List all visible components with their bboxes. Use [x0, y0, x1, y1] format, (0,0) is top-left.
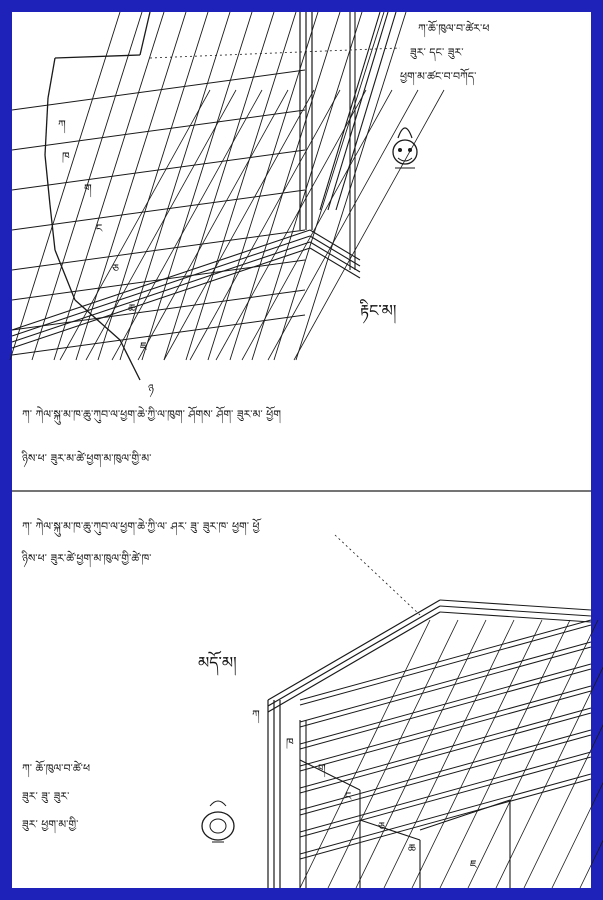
- eave-band: [268, 612, 440, 712]
- hatch-line: [440, 620, 570, 888]
- lower-note-long-1: ཀ་ ཀེལ་སྐུ་མ་ཁ་ཆུ་ཀུབ་ལ་ཕྱག་ཆེ་ཀྱི་ལ་ ཤར་ ཟུ་ ཟུར་ཁ་ ཕྱག་ ཕྱོ: [22, 520, 260, 533]
- rafter-line: [300, 625, 591, 705]
- lower-note-left-3: ཟུར་ ཕྱག་མ་གྱི་: [22, 818, 79, 831]
- upper-note-long-1: ཀ་ ཀེལ་སྐུ་མ་ཁ་ཆུ་ཀུབ་ལ་ཕྱག་ཆེ་ཀྱི་ལ་ཁུག་ ཤོགས་ ཤོག་ ཟུར་མ་ ཕྱོག: [22, 408, 281, 421]
- hatch-line: [86, 90, 236, 360]
- hatch-line: [216, 90, 366, 360]
- hatch-line: [142, 12, 252, 360]
- leader-line: [335, 535, 420, 615]
- eave-band: [310, 242, 360, 272]
- upper-note-right-2: ཟུར་ དང་ ཟུར་: [410, 46, 464, 59]
- hatch-line: [164, 90, 314, 360]
- beam-label: ང: [345, 790, 352, 803]
- beam-label: ཀ: [252, 708, 260, 721]
- beam-label: ཆ: [128, 302, 136, 315]
- beam-label: ཅ: [378, 820, 385, 833]
- roof-outer-edge: [45, 98, 48, 155]
- jewel-ornament-icon: [202, 801, 234, 842]
- eave-band: [440, 612, 591, 622]
- eave-band: [12, 236, 310, 336]
- beam-label: ཀ: [58, 118, 66, 131]
- rafter-line: [12, 70, 305, 110]
- beam-label: ཆ: [408, 842, 416, 855]
- eave-band: [310, 248, 360, 278]
- rafter-line: [12, 290, 305, 330]
- upper-note-right-1: ཀ་ཆོ་ཁུལ་བ་ཚེར་ཕ: [418, 22, 490, 35]
- lower-note-left-1: ཀ་ ཆོ་ཁུལ་བ་ཚེ་ཕ: [22, 762, 91, 775]
- rafter-line: [300, 774, 591, 854]
- rafter-line: [300, 642, 591, 722]
- eave-band: [12, 230, 310, 330]
- lower-note-left-2: ཟུར་ ཟུ་ ཟུར་: [22, 790, 70, 803]
- beam-label: ཇ: [140, 340, 147, 353]
- beam-label: ཇ: [470, 858, 477, 871]
- eave-band: [328, 12, 388, 210]
- hatch-line: [496, 620, 603, 888]
- eave-band: [12, 248, 310, 348]
- eave-band: [336, 12, 396, 210]
- leader-line: [150, 48, 400, 58]
- upper-roof-drawing: [10, 12, 444, 398]
- upper-note-right-3: ཕྱག་མ་ཚང་བ་བཀོད་: [400, 70, 477, 83]
- hatch-line: [230, 12, 340, 360]
- upper-caption: རྟིང་མ།: [360, 301, 397, 320]
- beam-label: ཁ: [286, 736, 294, 749]
- hatch-line: [112, 90, 262, 360]
- guardian-figure-icon: [393, 128, 417, 168]
- upper-note-long-2: ཉིས་ཕ་ ཟུར་མ་ཚེ་ཕྱག་མ་ཁུལ་གྱི་མ་: [22, 452, 152, 465]
- roof-outer-edge: [120, 340, 140, 380]
- rafter-line: [300, 752, 591, 832]
- hatch-line: [384, 620, 514, 888]
- hatch-line: [252, 12, 362, 360]
- roof-outer-edge: [45, 155, 50, 205]
- eave-band: [440, 600, 591, 610]
- rafter-line: [300, 686, 591, 766]
- rafter-line: [300, 735, 591, 815]
- hatch-line: [208, 12, 318, 360]
- eave-band: [310, 230, 360, 260]
- rafter-line: [12, 110, 305, 150]
- beam-label: ག: [318, 762, 326, 775]
- beam-label: ཁ: [62, 150, 70, 163]
- eave-band: [440, 606, 591, 616]
- hatch-line: [552, 620, 603, 888]
- rafter-line: [12, 260, 305, 300]
- rafter-line: [300, 647, 591, 727]
- hatch-line: [186, 12, 296, 360]
- beam-label: ཉ: [148, 382, 154, 395]
- step-line: [420, 800, 510, 830]
- eave-band: [310, 236, 360, 266]
- roof-outer-edge: [140, 12, 150, 55]
- hatch-line: [10, 12, 120, 360]
- hatch-line: [356, 620, 486, 888]
- rafter-line: [12, 190, 305, 230]
- hatch-line: [138, 90, 288, 360]
- lower-note-long-2: ཉིས་ཕ་ ཟུར་ཚེ་ཕྱག་མ་ཁུལ་གྱི་ཚེ་ཁ་: [22, 552, 152, 565]
- beam-label: ཅ: [112, 262, 119, 275]
- rafter-line: [300, 620, 591, 700]
- roof-outer-edge: [50, 205, 55, 250]
- beam-label: ང: [96, 222, 103, 235]
- lower-roof-drawing: [202, 535, 603, 888]
- rafter-line: [300, 757, 591, 837]
- lower-caption: མདོ་མ།: [198, 653, 237, 672]
- rafter-line: [300, 708, 591, 788]
- hatch-line: [524, 620, 603, 888]
- hatch-line: [468, 620, 598, 888]
- hatch-line: [54, 12, 164, 360]
- rafter-line: [300, 669, 591, 749]
- roof-outer-edge: [48, 58, 55, 98]
- beam-label: ག: [84, 182, 92, 195]
- eave-band: [12, 242, 310, 342]
